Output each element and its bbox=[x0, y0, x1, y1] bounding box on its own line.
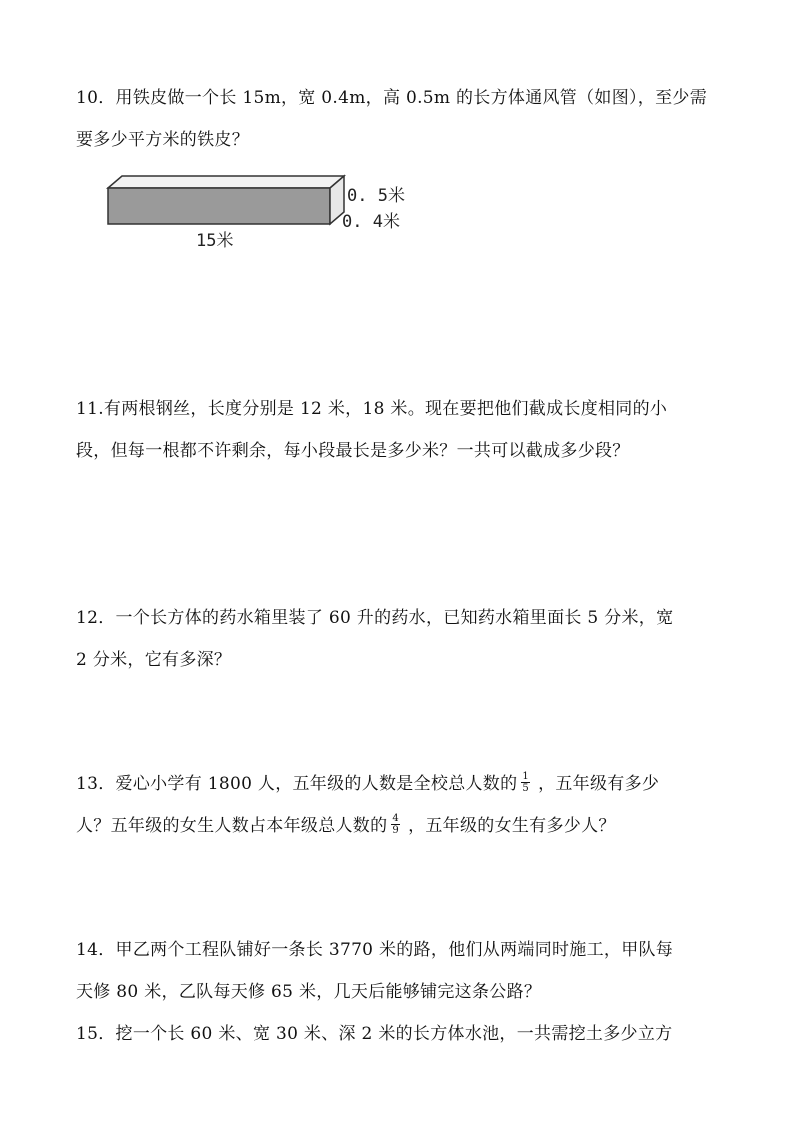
height-label: 0. 5米 bbox=[347, 186, 405, 206]
fraction-numerator: 4 bbox=[392, 813, 400, 824]
fraction-numerator: 1 bbox=[522, 771, 530, 782]
question-14-line-1: 14．甲乙两个工程队铺好一条长 3770 米的路，他们从两端同时施工，甲队每 bbox=[76, 940, 674, 960]
question-13-line-1 bbox=[76, 772, 736, 796]
question-15-line-1: 15．挖一个长 60 米、宽 30 米、深 2 米的长方体水池，一共需挖土多少立方 bbox=[76, 1024, 673, 1044]
question-13-text-2a: 人？五年级的女生人数占本年级总人数的 bbox=[76, 816, 388, 836]
question-13-text-1b: ，五年级有多少 bbox=[538, 774, 660, 794]
question-13-text-1a: 13．爱心小学有 1800 人，五年级的人数是全校总人数的 bbox=[76, 774, 518, 794]
fraction-denominator: 9 bbox=[392, 825, 400, 836]
question-10-line-2: 要多少平方米的铁皮？ bbox=[76, 130, 249, 150]
duct-front-face bbox=[108, 188, 330, 224]
duct-figure bbox=[100, 168, 420, 258]
question-12-line-2: 2 分米，它有多深？ bbox=[76, 650, 232, 670]
fraction-denominator: 5 bbox=[522, 783, 530, 794]
fraction-four-ninths bbox=[391, 813, 400, 836]
question-13-text-2b: ，五年级的女生有多少人？ bbox=[408, 816, 616, 836]
cuboid-duct-diagram bbox=[100, 168, 420, 258]
question-14-line-2: 天修 80 米，乙队每天修 65 米，几天后能够铺完这条公路？ bbox=[76, 982, 542, 1002]
fraction-one-fifth bbox=[521, 771, 530, 794]
length-label: 15米 bbox=[196, 231, 234, 251]
question-11-line-1: 11.有两根钢丝，长度分别是 12 米，18 米。现在要把他们截成长度相同的小 bbox=[76, 399, 668, 419]
width-label: 0. 4米 bbox=[342, 212, 400, 232]
question-12-line-1: 12．一个长方体的药水箱里装了 60 升的药水，已知药水箱里面长 5 分米，宽 bbox=[76, 608, 674, 628]
question-11-line-2: 段，但每一根都不许剩余，每小段最长是多少米？一共可以截成多少段？ bbox=[76, 441, 630, 461]
question-10-line-1: 10．用铁皮做一个长 15m，宽 0.4m，高 0.5m 的长方体通风管（如图），至少需 bbox=[76, 88, 708, 108]
question-13-line-2 bbox=[76, 814, 736, 838]
duct-top-face bbox=[108, 176, 344, 188]
